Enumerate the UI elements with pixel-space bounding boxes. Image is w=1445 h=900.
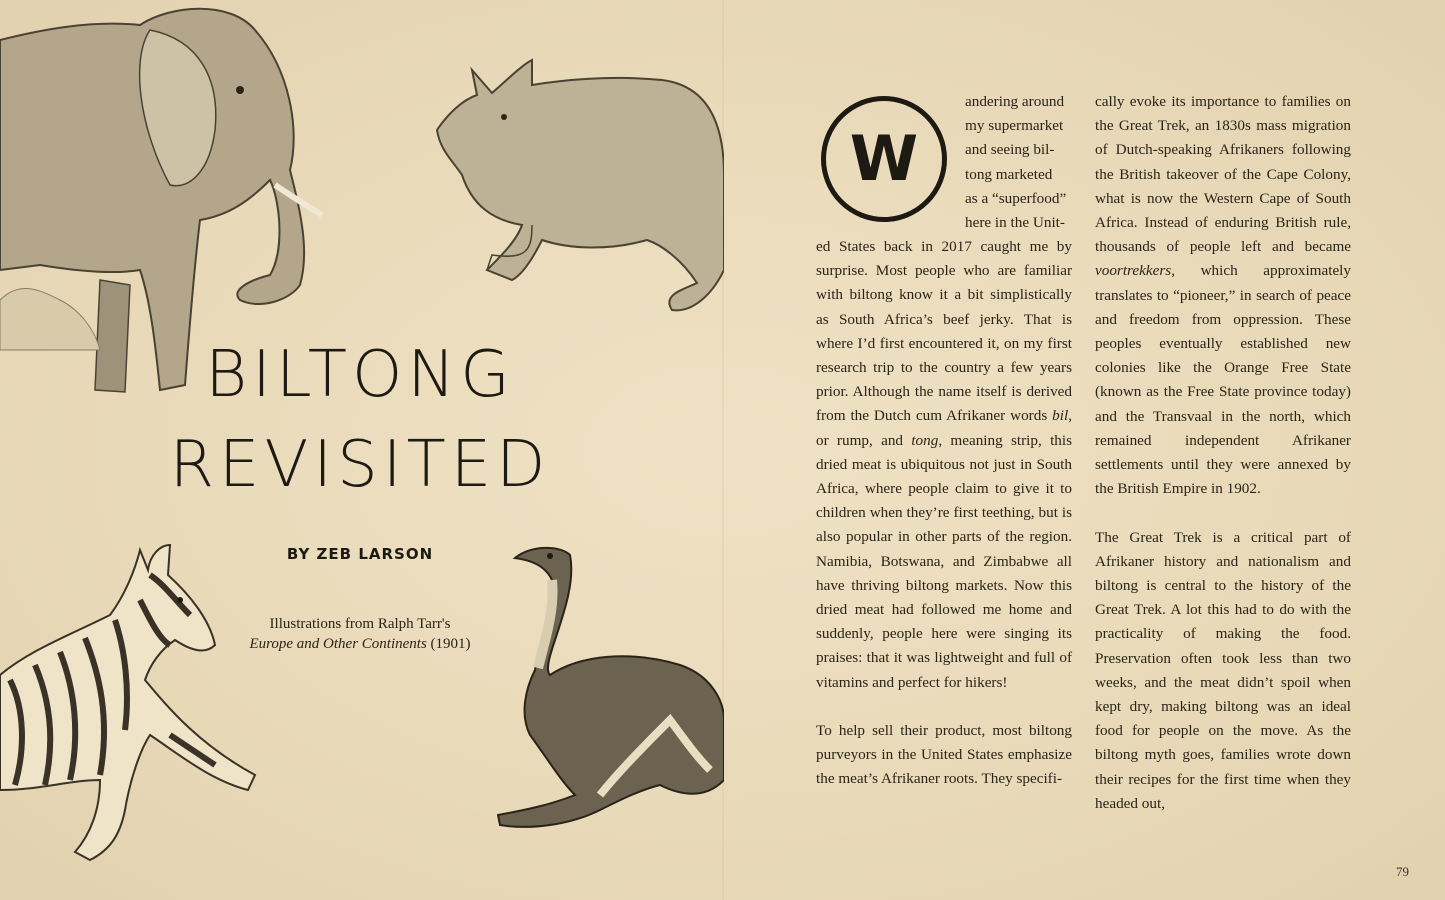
paragraph-4: The Great Trek is a critical part of Afrikaner history and nationalism and biltong is central to the history of the Great Trek. A lot this had to do with the practicality of making the food. Preservation often took less than two weeks, and the meat didn’t spoil when kept dry, making biltong was an ideal food for people on the move. As the biltong myth goes, families wrote down their recipes for the first time when they headed out, [1095, 528, 1351, 812]
drop-cap [821, 96, 947, 222]
wrap-line: and seeing bil- [965, 141, 1055, 159]
author-byline: BY ZEB LARSON [286, 545, 434, 563]
para-3-text-b: , which approximately translates to “pioneer,” in search of peace and freedom from oppression. These peoples eventually established new colonies like the Orange Free State (known as the Free State province today) and the Transvaal in the north, which remained independent Afrikaner settlements until they were annexed by the British Empire in 1902. [1095, 262, 1351, 498]
paragraph-3 [1095, 90, 1351, 501]
column-1-wrap-text [965, 90, 1071, 235]
credit-line-2 [225, 634, 495, 654]
page-number: 79 [1396, 864, 1409, 879]
credit-line-1: Illustrations from Ralph Tarr's [269, 616, 451, 632]
title-line-1: BILTONG [205, 338, 515, 412]
para-3-text-a: cally evoke its importance to families on the Great Trek, an 1830s mass migration of Dutch-speaking Afrikaners following the British takeover of the Cape Colony, what is now the Western Cape of South Africa. Instead of enduring British rule, thousands of people left and became [1095, 93, 1351, 256]
para-1-mid: , or rump, and [816, 407, 1073, 449]
ostrich-illustration [490, 540, 724, 840]
credit-year: (1901) [430, 636, 471, 652]
word-tong: tong [911, 431, 939, 449]
wrap-line: as a “superfood” [965, 189, 1067, 207]
wrap-line: here in the Unit- [965, 214, 1065, 232]
paragraph-2: To help sell their product, most biltong purveyors in the United States emphasize the meat’s Afrikaner roots. They specifi- [816, 722, 1072, 788]
credit-book-title: Europe and Other Continents [249, 636, 427, 652]
wrap-line: my supermarket [965, 117, 1064, 135]
drop-cap-letter: W [849, 122, 919, 195]
word-bil: bil [1052, 407, 1069, 425]
rhinoceros-illustration [432, 55, 724, 320]
wrap-line: andering around [965, 93, 1065, 110]
column-2-body [1095, 90, 1351, 816]
para-1-rest: , meaning strip, this dried meat is ubiquitous not just in South Africa, where people claim to give it to children when they’re first teething, but is also popular in other parts of the region. Namibia, Botswana, and Zimbabwe all have thriving biltong markets. Now this dried meat had followed me home and suddenly, people here were singing its praises: that it was lightweight and full of vitamins and perfect for hikers! [816, 431, 1073, 691]
title-line-2: REVISITED [169, 428, 551, 502]
article-title [150, 330, 570, 510]
column-1-body [816, 235, 1072, 792]
illustration-credit [225, 614, 495, 654]
wrap-line: tong marketed [965, 165, 1053, 183]
zebra-illustration [0, 540, 265, 865]
para-1-text: ed States back in 2017 caught me by surprise. Most people who are familiar with biltong know it a bit simplistically as South Africa’s beef jerky. That is where I’d first encountered it, on my first research trip to the country a few years prior. Although the name itself is derived from the Dutch cum Afrikaner words [816, 238, 1072, 425]
paragraph-1 [816, 235, 1072, 695]
word-voortrekkers: voortrekkers [1095, 262, 1172, 280]
